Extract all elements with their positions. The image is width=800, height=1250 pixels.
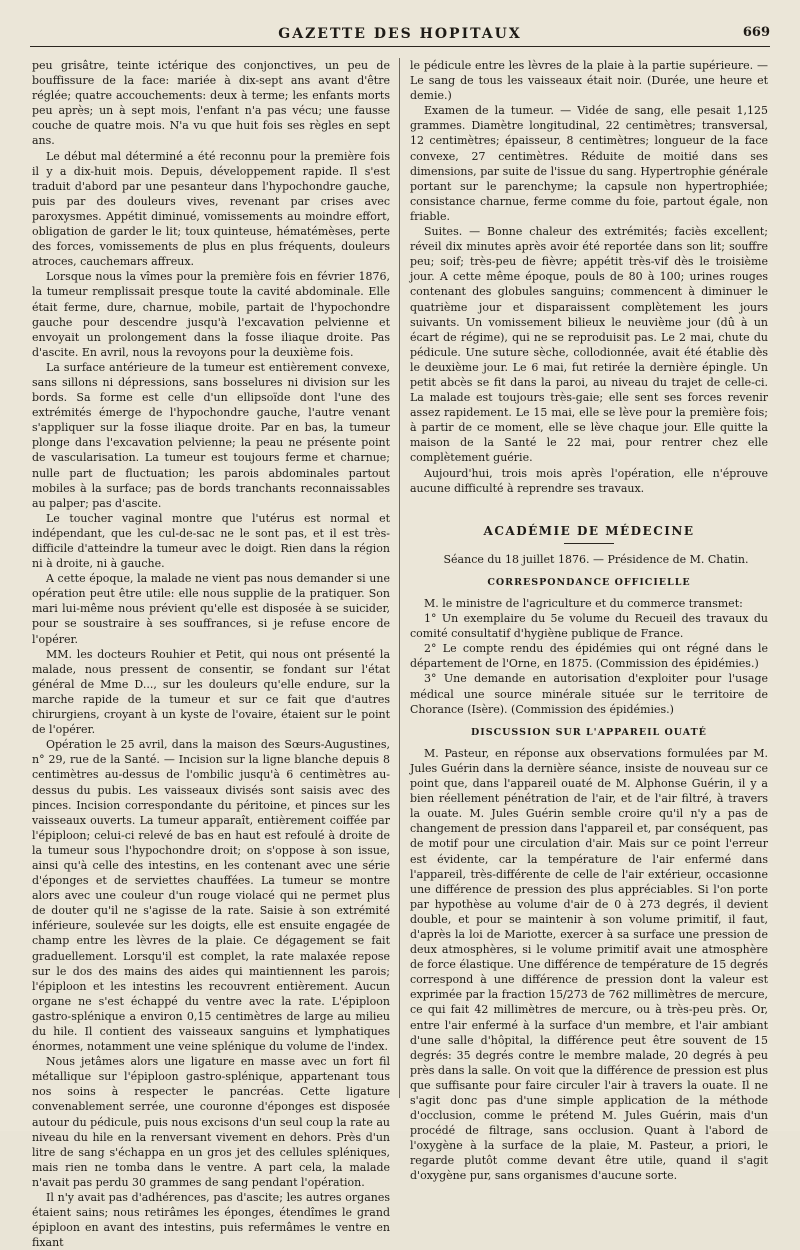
paragraph: Suites. — Bonne chaleur des extrémités; faciès excellent; réveil dix minutes après avoir été reportée dans son lit; souffre peu; soif; très-peu de fièvre; appétit très-vif dès le troisième jour. A cette même époque, pouls de 80 à 100; urines rouges contenant des globules sanguins; commencent à diminuer le quatrième jour et disparaissent complètement les jours suivants. Un vomissement bilieux le neuvième jour (dû à un écart de régime), qui ne se reproduisit pas. Le 2 mai, chute du pédicule. Une suture sèche, collodionnée, avait été établie dès le deuxième jour. Le 6 mai, fut retirée la dernière épingle. Un petit abcès se fit dans la paroi, au niveau du trajet de celle-ci. La malade est toujours très-gaie; elle sent ses forces revenir assez rapidement. Le 15 mai, elle se lève pour la première fois; à partir de ce moment, elle se lève chaque jour. Elle quitte la maison de la Santé le 22 mai, pour rentrer chez elle complètement guérie. — [410, 225, 768, 465]
paragraph: M. Pasteur, en réponse aux observations formulées par M. Jules Guérin dans la dernière séance, insiste de nouveau sur ce point que, dans l'appareil ouaté de M. Alphonse Guérin, il y a bien réellement pénétration de l'air, et de l'air filtré, à travers la ouate. M. Jules Guérin semble croire qu'il n'y a pas de changement de pression dans l'appareil et, par conséquent, pas de motif pour une circulation d'air. Mais sur ce point l'erreur est évidente, car la température de l'air enfermé dans l'appareil, très-différente de celle de l'air extérieur, occasionne une différence de pression des plus appréciables. Si l'on porte par hypothèse au volume d'air de 0 à 273 degrés, il devient double, et pour se maintenir à son volume primitif, il faut, d'après la loi de Mariotte, exercer à sa surface une pression de deux atmosphères, si le volume primitif avait une atmosphère de force élastique. Une différence de température de 15 degrés correspond à une différence de pression dont la valeur est exprimée par la fraction 15/273 de 762 millimètres de mercure, ce qui fait 42 millimètres de mercure, ou à très-peu près. Or, entre l'air enfermé à la surface d'un membre, et l'air ambiant d'une salle d'hôpital, la différence peut être souvent de 15 degrés: 35 degrés contre le membre malade, 20 degrés à peu près dans la salle. On voit que la différence de pression est plus que suffisante pour faire circuler l'air à travers la ouate. Il ne s'agit donc pas d'une simple application de la méthode d'occlusion, comme le prétend M. Jules Guérin, mais d'un procédé de filtrage, sans occlusion. Quant à l'abord de l'oxygène à la surface de la plaie, M. Pasteur, a priori, le regarde plutôt comme devant être utile, quand il s'agit d'oxygène pur, sans organismes d'aucune sorte. — [410, 746, 768, 1183]
page-header — [30, 22, 770, 47]
section-title: ACADÉMIE DE MÉDECINE — [483, 523, 695, 538]
column-divider — [399, 58, 400, 1098]
paragraph: A cette époque, la malade ne vient pas nous demander si une opération peut être utile: elle nous supplie de la pratiquer. Son mari lui-même nous prévient qu'elle est disposée à se suicider, pour se soustraire à ses souffrances, si je refuse encore de l'opérer. — [32, 572, 390, 646]
left-column — [32, 58, 390, 1250]
page-number: 669 — [742, 25, 770, 40]
paragraph: Nous jetâmes alors une ligature en masse avec un fort fil métallique sur l'épiploon gastro-splénique, appartenant tous nos soins à respecter le pancréas. Cette ligature convenablement serrée, une couronne d'éponges est disposée autour du pédicule, puis nous excisons d'un seul coup la rate au niveau du hile en la renversant vivement en dehors. Près d'un litre de sang s'échappa en un gros jet des cellules spléniques, mais rien ne tomba dans le ventre. A part cela, la malade n'avait pas perdu 30 grammes de sang pendant l'opération. — [32, 1055, 390, 1189]
paragraph: MM. les docteurs Rouhier et Petit, qui nous ont présenté la malade, nous pressent de consentir, se fondant sur l'état général de Mme D..., sur les douleurs qu'elle endure, sur la marche rapide de la tumeur et sur ce fait que d'autres chirurgiens, croyant à un kyste de l'ovaire, étaient sur le point de l'opérer. — [32, 647, 390, 737]
right-column — [410, 58, 768, 1183]
paragraph: 3° Une demande en autorisation d'exploiter pour l'usage médical une source minérale située sur le territoire de Chorance (Isère). (Commission des épidémies.) — [410, 672, 768, 716]
paragraph: Le début mal déterminé a été reconnu pour la première fois il y a dix-huit mois. Depuis, développement rapide. Il s'est traduit d'abord par une pesanteur dans l'hypochondre gauche, puis par des douleurs vives, revenant par crises avec paroxysmes. Appétit diminué, vomissements au moindre effort, obligation de garder le lit; toux quinteuse, hématémèses, perte des forces, vomissements de plus en plus fréquents, douleurs atroces, cauchemars affreux. — [32, 149, 390, 269]
paragraph: 1° Un exemplaire du 5e volume du Recueil des travaux du comité consultatif d'hygiène publique de France. — [410, 612, 768, 641]
paragraph: La surface antérieure de la tumeur est entièrement convexe, sans sillons ni dépressions, sans bosselures ni division sur les bords. Sa forme est celle d'un ellipsoïde dont l'une des extrémités émerge de l'hypochondre gauche, l'autre venant s'appliquer sur la fosse iliaque droite. Par en bas, la tumeur plonge dans l'excavation pelvienne; la peau ne présente point de vascularisation. La tumeur est toujours ferme et charnue; nulle part de fluctuation; les parois abdominales partout mobiles à la surface; pas de bords tranchants reconnaissables au palper; pas d'ascite. — [32, 360, 390, 510]
journal-title: GAZETTE DES HOPITAUX — [278, 26, 522, 42]
correspondence-heading: CORRESPONDANCE OFFICIELLE — [487, 576, 691, 588]
discussion-heading: DISCUSSION SUR L'APPAREIL OUATÉ — [471, 726, 707, 738]
paragraph: le pédicule entre les lèvres de la plaie à la partie supérieure. — Le sang de tous les vaisseaux était noir. (Durée, une heure et demie.) — [410, 59, 768, 103]
paragraph: Il n'y avait pas d'adhérences, pas d'ascite; les autres organes étaient sains; nous retirâmes les éponges, étendîmes le grand épiploon en avant des intestins, puis refermâmes le ventre en fixant — [32, 1191, 390, 1250]
session-line: Séance du 18 juillet 1876. — Présidence de M. Chatin. — [443, 552, 749, 566]
paragraph: 2° Le compte rendu des épidémies qui ont régné dans le département de l'Orne, en 1875. (Commission des épidémies.) — [410, 642, 768, 671]
paragraph: peu grisâtre, teinte ictérique des conjonctives, un peu de bouffissure de la face: mariée à dix-sept ans avant d'être réglée; quatre accouchements: deux à terme; les enfants morts peu après; un à sept mois, l'enfant n'a pas vécu; une fausse couche de quatre mois. N'a vu que huit fois ses règles en sept ans. — [32, 59, 390, 148]
paragraph: M. le ministre de l'agriculture et du commerce transmet: — [424, 597, 743, 610]
paragraph: Opération le 25 avril, dans la maison des Sœurs-Augustines, n° 29, rue de la Santé. — Incision sur la ligne blanche depuis 8 centimètres au-dessus de l'ombilic jusqu'à 6 centimètres au-dessus du pubis. Les vaisseaux divisés sont saisis avec des pinces. Incision correspondante du péritoine, et pinces sur les vaisseaux ouverts. La tumeur apparaît, entièrement coiffée par l'épiploon; celui-ci relevé de bas en haut est refoulé à droite de la tumeur sous l'hypochondre droit; on s'oppose à son issue, ainsi qu'à celle des intestins, en les contenant avec une série d'éponges et de serviettes chauffées. La tumeur se montre alors avec une couleur d'un rouge violacé qui ne permet plus de douter qu'il ne s'agisse de la rate. Saisie à son extrémité inférieure, soulevée sur les doigts, elle est ensuite engagée de champ entre les lèvres de la plaie. Ce dégagement se fait graduellement. Lorsqu'il est complet, la rate malaxée repose sur le dos des mains des aides qui maintiennent les parois; l'épiploon et les intestins les recouvrent entièrement. Aucun organe ne s'est échappé du ventre avec la rate. L'épiploon gastro-splénique a environ 0,15 centimètres de large au milieu du hile. Il contient des vaisseaux sanguins et lymphatiques énormes, notamment une veine splénique du volume de l'index. — [32, 738, 390, 1054]
paragraph: Lorsque nous la vîmes pour la première fois en février 1876, la tumeur remplissait presque toute la cavité abdominale. Elle était ferme, dure, charnue, mobile, partait de l'hypochondre gauche pour descendre jusqu'à l'excavation pelvienne et envoyait un prolongement dans la fosse iliaque droite. Pas d'ascite. En avril, nous la revoyons pour la deuxième fois. — [32, 270, 390, 359]
paragraph: Examen de la tumeur. — Vidée de sang, elle pesait 1,125 grammes. Diamètre longitudinal, 22 centimètres; transversal, 12 centimètres; épaisseur, 8 centimètres; longueur de la face convexe, 27 centimètres. Réduite de moitié dans ses dimensions, par suite de l'issue du sang. Hypertrophie générale portant sur le parenchyme; la capsule non hypertrophiée; consistance charnue, ferme comme du foie, partout égale, non friable. — [410, 104, 768, 223]
paragraph: Le toucher vaginal montre que l'utérus est normal et indépendant, que les cul-de-sac ne le sont pas, et il est très-difficile d'atteindre la tumeur avec le doigt. Rien dans la région ni à droite, ni à gauche. — [32, 511, 390, 571]
paragraph: Aujourd'hui, trois mois après l'opération, elle n'éprouve aucune difficulté à reprendre ses travaux. — [410, 466, 768, 495]
section-rule — [564, 543, 614, 544]
